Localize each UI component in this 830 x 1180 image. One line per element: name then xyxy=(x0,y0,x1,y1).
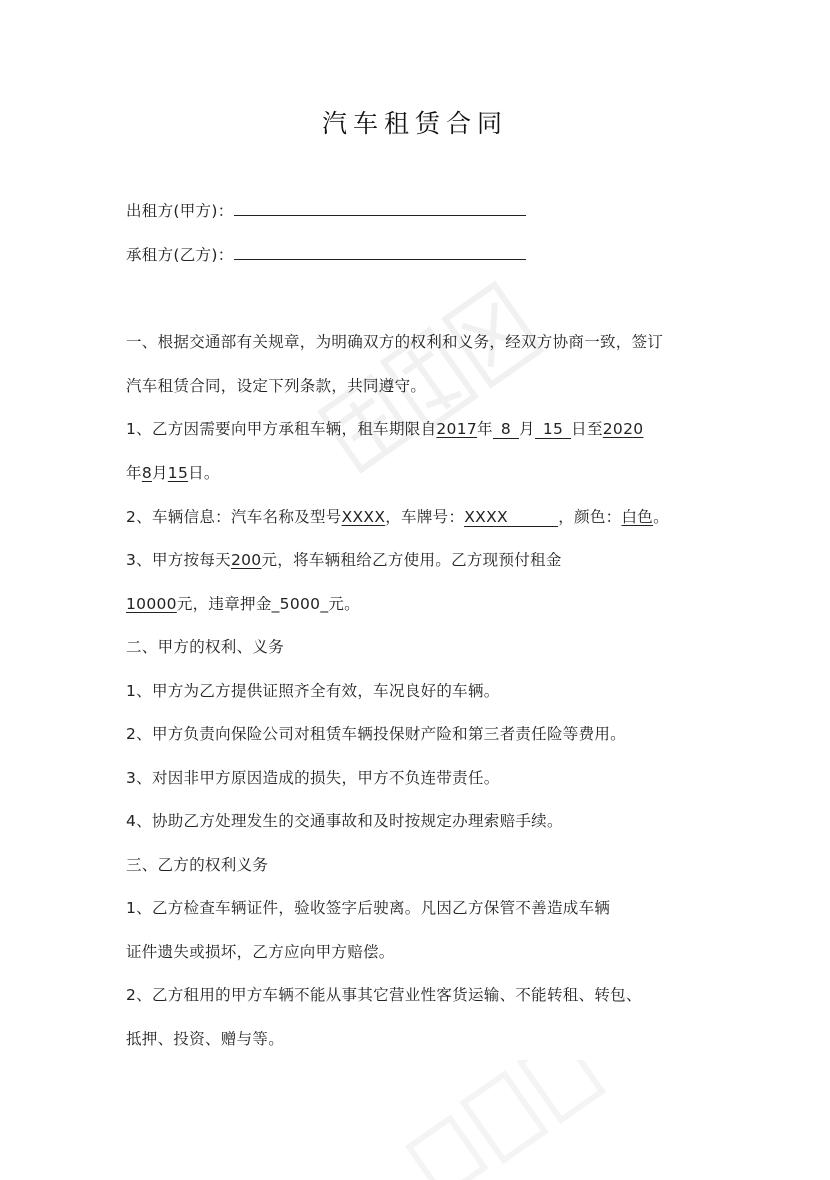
item1-prefix: 1、乙方因需要向甲方承租车辆，租车期限自 xyxy=(126,420,437,438)
section2-item: 3、对因非甲方原因造成的损失，甲方不负连带责任。 xyxy=(126,769,500,787)
plate-label: ，车牌号： xyxy=(385,508,465,526)
section1-item1-line2 xyxy=(126,461,220,483)
month-char: 月 xyxy=(519,420,535,438)
item3-end: 元。 xyxy=(328,595,360,613)
lessor-label: 出租方(甲方)： xyxy=(126,202,234,220)
section2-item: 2、甲方负责向保险公司对租赁车辆投保财产险和第三者责任险等费用。 xyxy=(126,725,626,743)
section1-item3-line2 xyxy=(126,592,360,614)
item3-middle: 元，将车辆租给乙方使用。乙方现预付租金 xyxy=(261,551,562,569)
section1-item2 xyxy=(126,505,669,527)
month-char: 月 xyxy=(151,464,168,482)
deposit-label: 元，违章押金 xyxy=(176,595,272,613)
item2-end: 。 xyxy=(653,508,669,526)
start-day: 15 xyxy=(535,420,571,439)
item3-prefix: 3、甲方按每天 xyxy=(126,551,231,569)
section3-item1-line1: 1、乙方检查车辆证件，验收签字后驶离。凡因乙方保管不善造成车辆 xyxy=(126,899,611,917)
page-title: 汽车租赁合同 xyxy=(321,109,508,138)
section3-heading: 三、乙方的权利义务 xyxy=(126,856,269,874)
watermark-graphic-bottom xyxy=(390,1060,610,1180)
day-char: 日至 xyxy=(571,420,603,438)
section1-item3-line1 xyxy=(126,548,562,570)
lessee-line xyxy=(126,243,526,265)
lessee-blank[interactable] xyxy=(234,243,526,260)
section2-item: 4、协助乙方处理发生的交通事故和及时按规定办理索赔手续。 xyxy=(126,812,563,830)
section2-heading: 二、甲方的权利、义务 xyxy=(126,638,285,656)
section1-intro-line2: 汽车租赁合同，设定下列条款，共同遵守。 xyxy=(126,377,427,395)
start-year: 2017 xyxy=(436,420,478,438)
car-color: 白色 xyxy=(621,508,654,526)
section2-item: 1、甲方为乙方提供证照齐全有效，车况良好的车辆。 xyxy=(126,682,500,700)
prepaid-amount: 10000 xyxy=(126,595,177,613)
start-month: 8 xyxy=(493,420,519,439)
daily-rate: 200 xyxy=(230,551,262,569)
section1-item1-line1 xyxy=(126,417,643,439)
section1-intro-line1: 一、根据交通部有关规章，为明确双方的权利和义务，经双方协商一致，签订 xyxy=(126,333,664,351)
day-char: 日。 xyxy=(188,464,220,482)
item2-prefix: 2、车辆信息：汽车名称及型号 xyxy=(126,508,342,526)
year-char: 年 xyxy=(477,420,493,438)
car-model: XXXX xyxy=(341,508,386,526)
end-month: 8 xyxy=(141,464,152,482)
lessee-label: 承租方(乙方)： xyxy=(126,246,234,264)
end-year: 2020 xyxy=(602,420,644,438)
lessor-blank[interactable] xyxy=(234,199,526,216)
deposit-amount: _5000_ xyxy=(271,595,329,613)
section3-item2-line2: 抵押、投资、赠与等。 xyxy=(126,1030,285,1048)
end-day: 15 xyxy=(167,464,189,482)
color-label: ，颜色： xyxy=(558,508,622,526)
year-char: 年 xyxy=(126,464,142,482)
section3-item2-line1: 2、乙方租用的甲方车辆不能从事其它营业性客货运输、不能转租、转包、 xyxy=(126,986,642,1004)
section3-item1-line2: 证件遗失或损坏，乙方应向甲方赔偿。 xyxy=(126,943,395,961)
lessor-line xyxy=(126,199,526,221)
plate-number: XXXX xyxy=(464,508,558,527)
